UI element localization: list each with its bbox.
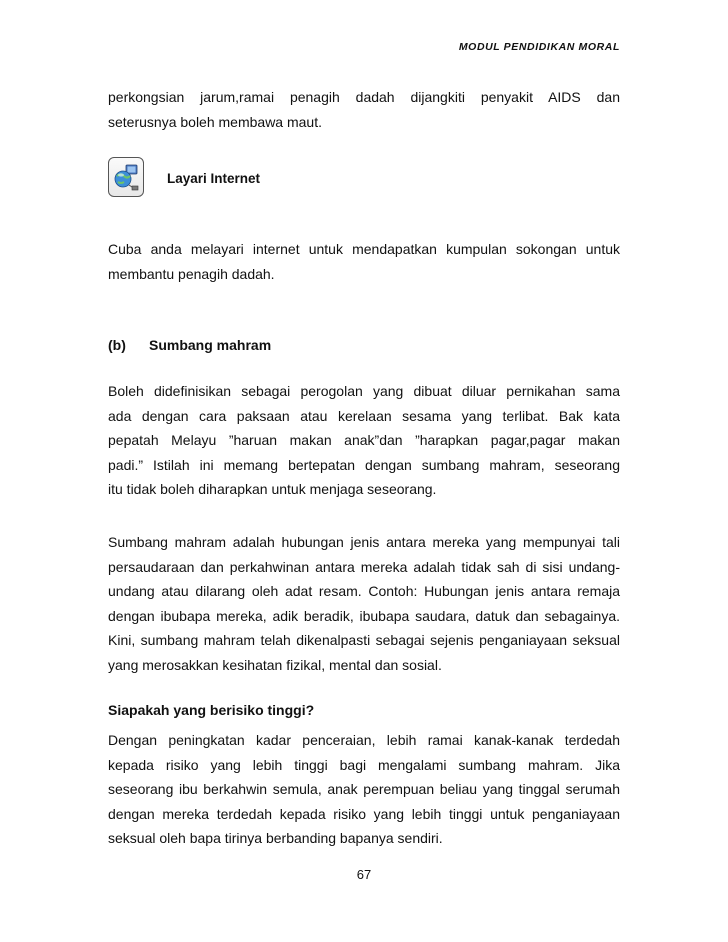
intro-paragraph [108, 85, 620, 134]
activity-label: Layari Internet [167, 171, 261, 186]
text-line: padi.” Istilah ini memang bertepatan dengan sumbang mahram, seseorang [108, 456, 620, 473]
module-header: MODUL PENDIDIKAN MORAL [458, 41, 620, 53]
text-line: Cuba anda melayari internet untuk mendapatkan kumpulan sokongan untuk [108, 241, 620, 257]
paragraph-risk [108, 728, 620, 851]
text-line: itu tidak boleh diharapkan untuk menjaga seseorang. [108, 481, 437, 497]
text-line: Sumbang mahram adalah hubungan jenis antara mereka yang mempunyai tali [108, 534, 620, 550]
text-line: perkongsian jarum,ramai penagih dadah dijangkiti penyakit AIDS dan [108, 89, 620, 105]
activity-paragraph [108, 237, 620, 286]
text-line: membantu penagih dadah. [108, 265, 275, 282]
text-line: Boleh didefinisikan sebagai perogolan yang dibuat diluar pernikahan sama [108, 383, 620, 399]
text-line: pepatah Melayu ”haruan makan anak”dan ”harapkan pagar,pagar makan [108, 432, 620, 448]
text-line: undang atau dilarang oleh adat resam. Contoh: Hubungan jenis antara remaja [108, 583, 620, 599]
text-line: kepada risiko yang lebih tinggi bagi mengalami sumbang mahram. Jika [108, 756, 620, 773]
section-title: Sumbang mahram [149, 337, 272, 353]
page-number: 67 [356, 867, 372, 882]
text-line: dengan ibubapa mereka, adik beradik, ibubapa saudara, datuk dan sebagainya. [108, 607, 620, 624]
paragraph-definition [108, 379, 620, 502]
text-line: persaudaraan dan perkahwinan antara mereka adalah tidak sah di sisi undang- [108, 558, 620, 575]
text-line: seseorang ibu berkahwin semula, anak perempuan beliau yang tinggal serumah [108, 781, 620, 797]
text-line: dengan mereka terdedah kepada risiko yang lebih tinggi untuk penganiayaan [108, 805, 620, 822]
paragraph-explanation [108, 530, 620, 677]
text-line: seterusnya boleh membawa maut. [108, 113, 322, 130]
text-line: Dengan peningkatan kadar penceraian, lebih ramai kanak-kanak terdedah [108, 732, 620, 748]
text-line: ada dengan cara paksaan atau kerelaan sesama yang terlibat. Bak kata [108, 407, 620, 424]
risk-heading: Siapakah yang berisiko tinggi? [108, 702, 315, 718]
text-line: seksual oleh bapa tirinya berbanding bapanya sendiri. [108, 830, 443, 846]
globe-network-icon-graphic [112, 162, 140, 192]
text-line: Kini, sumbang mahram telah dikenalpasti sebagai sejenis penganiayaan seksual [108, 632, 620, 648]
globe-network-icon [108, 157, 144, 197]
text-line: yang merosakkan kesihatan fizikal, mental dan sosial. [108, 656, 442, 673]
section-number: (b) [108, 337, 126, 353]
